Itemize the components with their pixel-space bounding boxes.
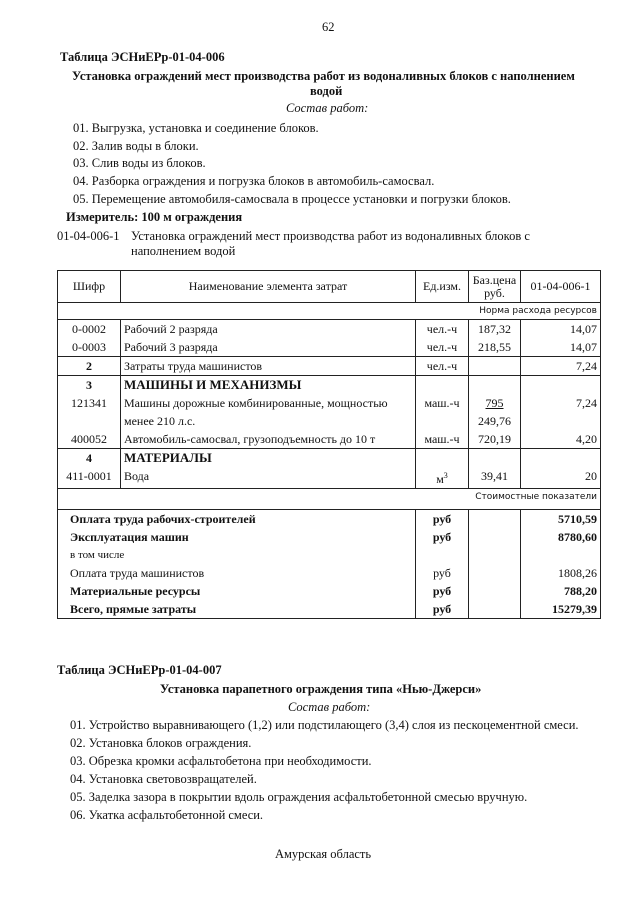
cost-unit: руб bbox=[416, 510, 469, 529]
meter: Измеритель: 100 м ограждения bbox=[66, 210, 243, 224]
cell-name: МАТЕРИАЛЫ bbox=[121, 449, 416, 468]
work-item: 03. Слив воды из блоков. bbox=[73, 156, 206, 170]
cost-row bbox=[58, 546, 601, 564]
cost-name: Материальные ресурсы bbox=[58, 582, 416, 600]
cost-row bbox=[58, 582, 601, 600]
work-item: 05. Заделка зазора в покрытии вдоль ограждения асфальтобетонной смесью вручную. bbox=[70, 790, 528, 804]
cell-code: 2 bbox=[58, 357, 121, 376]
table-row bbox=[58, 430, 601, 449]
cell-code: 4 bbox=[58, 449, 121, 468]
col-header: Баз.цена руб. bbox=[469, 271, 521, 303]
cost-name: Оплата труда машинистов bbox=[58, 564, 416, 582]
cell-name: Затраты труда машинистов bbox=[121, 357, 416, 376]
cell-value: 20 bbox=[521, 467, 601, 489]
work-item: 06. Укатка асфальтобетонной смеси. bbox=[70, 808, 264, 822]
table2-title: Таблица ЭСНиЕРр-01-04-007 bbox=[57, 663, 222, 677]
item-code: 01-04-006-1 bbox=[57, 229, 120, 243]
cost-unit: руб bbox=[416, 582, 469, 600]
table1-heading-line1: Установка ограждений мест производства работ из водоналивных блоков с наполнением bbox=[72, 69, 575, 83]
work-item: 02. Залив воды в блоки. bbox=[73, 139, 199, 153]
page-number: 62 bbox=[322, 20, 335, 34]
table1-heading-line2: водой bbox=[310, 84, 343, 98]
cell-code: 0-0002 bbox=[58, 320, 121, 339]
cell-unit: чел.-ч bbox=[416, 357, 469, 376]
cost-row bbox=[58, 510, 601, 529]
table1-title: Таблица ЭСНиЕРр-01-04-006 bbox=[60, 50, 225, 64]
item-name-line1: Установка ограждений мест производства работ из водоналивных блоков с bbox=[131, 229, 530, 243]
footer-region: Амурская область bbox=[275, 847, 372, 861]
work-item: 02. Установка блоков ограждения. bbox=[70, 736, 252, 750]
cost-row bbox=[58, 600, 601, 619]
table2-works-title: Состав работ: bbox=[288, 700, 371, 714]
cost-row bbox=[58, 564, 601, 582]
table1-works-title: Состав работ: bbox=[286, 101, 369, 115]
cost-name: Эксплуатация машин bbox=[58, 528, 416, 546]
cost-unit: руб bbox=[416, 528, 469, 546]
work-item: 01. Устройство выравнивающего (1,2) или подстилающего (3,4) слоя из пескоцементной смеси. bbox=[70, 718, 579, 732]
cell-name: Рабочий 3 разряда bbox=[121, 338, 416, 357]
cost-value: 788,20 bbox=[521, 582, 601, 600]
table-header bbox=[58, 271, 601, 303]
cell-price: 720,19 bbox=[469, 430, 521, 449]
resource-table bbox=[57, 270, 601, 619]
cell-value: 7,24 bbox=[521, 357, 601, 376]
work-item: 05. Перемещение автомобиля-самосвала в процессе установки и погрузки блоков. bbox=[73, 192, 511, 206]
cost-unit: руб bbox=[416, 600, 469, 619]
cell-code: 121341 bbox=[58, 394, 121, 430]
cell-name: Автомобиль-самосвал, грузоподъемность до 10 т bbox=[121, 430, 416, 449]
cell-price: 187,32 bbox=[469, 320, 521, 339]
table-row bbox=[58, 357, 601, 376]
cost-value: 1808,26 bbox=[521, 564, 601, 582]
cell-price: 39,41 bbox=[469, 467, 521, 489]
col-header: Ед.изм. bbox=[416, 271, 469, 303]
cell-unit: маш.-ч bbox=[416, 430, 469, 449]
cost-value: 5710,59 bbox=[521, 510, 601, 529]
col-header: 01-04-006-1 bbox=[521, 271, 601, 303]
table-row bbox=[58, 394, 601, 430]
cell-value: 14,07 bbox=[521, 338, 601, 357]
cell-code: 0-0003 bbox=[58, 338, 121, 357]
cell-name: Вода bbox=[121, 467, 416, 489]
cell-unit: чел.-ч bbox=[416, 320, 469, 339]
cell-value: 7,24 bbox=[521, 394, 601, 430]
col-header: Шифр bbox=[58, 271, 121, 303]
table-row-section bbox=[58, 376, 601, 395]
cell-name: МАШИНЫ И МЕХАНИЗМЫ bbox=[121, 376, 416, 395]
norma-label: Норма расхода ресурсов bbox=[58, 303, 601, 320]
cell-unit-sup: 3 bbox=[443, 471, 448, 480]
cell-code: 411-0001 bbox=[58, 467, 121, 489]
cell-value: 4,20 bbox=[521, 430, 601, 449]
cell-price: 249,76 bbox=[478, 414, 511, 428]
item-name-line2: наполнением водой bbox=[131, 244, 236, 258]
cell-price-top: 795 bbox=[485, 396, 504, 410]
table2-heading: Установка парапетного ограждения типа «Нью-Джерси» bbox=[160, 682, 482, 696]
col-header: Наименование элемента затрат bbox=[121, 271, 416, 303]
cell-code: 400052 bbox=[58, 430, 121, 449]
cost-unit: руб bbox=[416, 564, 469, 582]
table-row-section bbox=[58, 449, 601, 468]
cell-value: 14,07 bbox=[521, 320, 601, 339]
cell-unit: м bbox=[436, 472, 444, 486]
table-row bbox=[58, 320, 601, 339]
cell-name-line2: менее 210 л.с. bbox=[124, 414, 196, 428]
cost-label: Стоимостные показатели bbox=[58, 489, 601, 510]
cell-price bbox=[469, 357, 521, 376]
cell-unit: чел.-ч bbox=[416, 338, 469, 357]
cell-name-line1: Машины дорожные комбинированные, мощностью bbox=[124, 396, 388, 410]
work-item: 01. Выгрузка, установка и соединение блоков. bbox=[73, 121, 319, 135]
work-item: 04. Установка световозвращателей. bbox=[70, 772, 257, 786]
table-row bbox=[58, 467, 601, 489]
cost-name: Оплата труда рабочих-строителей bbox=[58, 510, 416, 529]
cell-code: 3 bbox=[58, 376, 121, 395]
table-row bbox=[58, 338, 601, 357]
cost-name: в том числе bbox=[58, 546, 416, 564]
cost-name: Всего, прямые затраты bbox=[58, 600, 416, 619]
cell-unit: маш.-ч bbox=[416, 394, 469, 430]
cell-name: Рабочий 2 разряда bbox=[121, 320, 416, 339]
cell-price: 218,55 bbox=[469, 338, 521, 357]
work-item: 04. Разборка ограждения и погрузка блоков в автомобиль-самосвал. bbox=[73, 174, 435, 188]
cost-row bbox=[58, 528, 601, 546]
cost-value: 15279,39 bbox=[521, 600, 601, 619]
work-item: 03. Обрезка кромки асфальтобетона при необходимости. bbox=[70, 754, 372, 768]
cost-value: 8780,60 bbox=[521, 528, 601, 546]
